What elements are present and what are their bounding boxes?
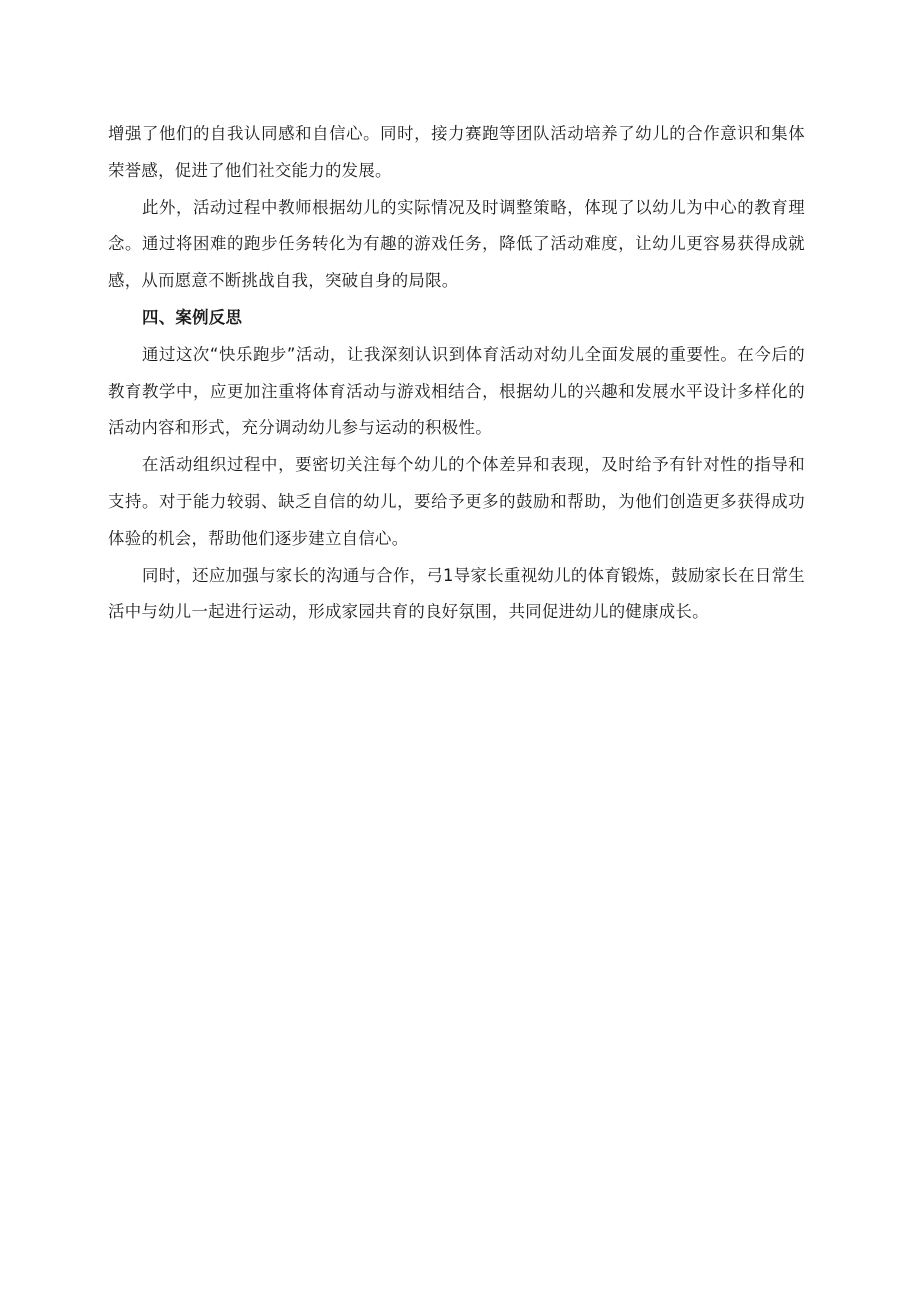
section-heading: 四、案例反思: [142, 307, 243, 327]
paragraph-reflection-3: 同时，还应加强与家长的沟通与合作，弓1导家长重视幼儿的体育锻炼，鼓励家长在日常生活中与幼儿一起进行运动，形成家园共育的良好氛围，共同促进幼儿的健康成长。: [108, 565, 805, 622]
paragraph-continued: 增强了他们的自我认同感和自信心。同时，接力赛跑等团队活动培养了幼儿的合作意识和集体荣誉感，促进了他们社交能力的发展。: [108, 124, 805, 180]
document-page: [108, 116, 805, 631]
paragraph-adjustment: 此外，活动过程中教师根据幼儿的实际情况及时调整策略，体现了以幼儿为中心的教育理念。通过将困难的跑步任务转化为有趣的游戏任务，降低了活动难度，让幼儿更容易获得成就感，从而愿意不断挑战自我，突破自身的局限。: [108, 197, 805, 291]
paragraph-reflection-2: 在活动组织过程中，要密切关注每个幼儿的个体差异和表现，及时给予有针对性的指导和支持。对于能力较弱、缺乏自信的幼儿，要给予更多的鼓励和帮助，为他们创造更多获得成功体验的机会，帮助他们逐步建立自信心。: [108, 455, 805, 548]
paragraph-reflection-1: 通过这次“快乐跑步”活动，让我深刻认识到体育活动对幼儿全面发展的重要性。在今后的教育教学中，应更加注重将体育活动与游戏相结合，根据幼儿的兴趣和发展水平设计多样化的活动内容和形式，充分调动幼儿参与运动的积极性。: [108, 344, 805, 438]
